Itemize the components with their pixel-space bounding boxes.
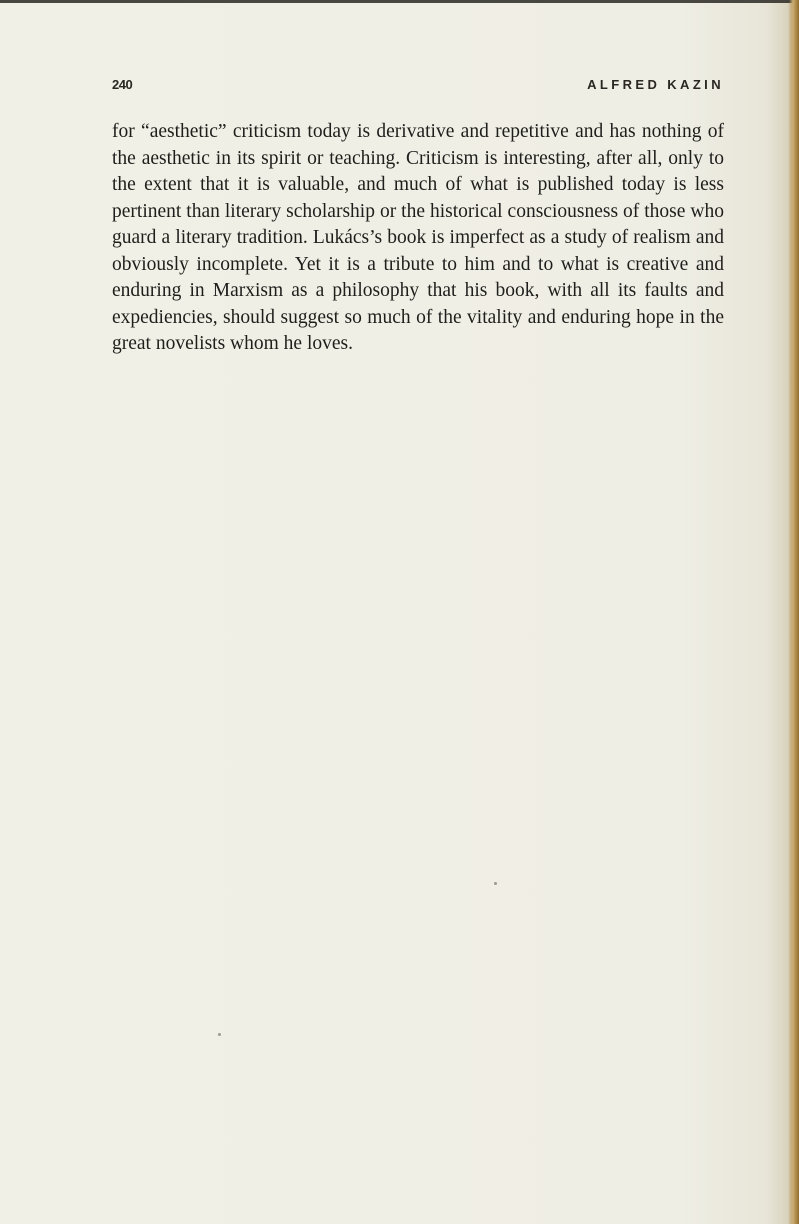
top-edge-shadow (0, 0, 799, 3)
binding-edge (789, 0, 799, 1224)
print-speck (218, 1033, 221, 1036)
body-paragraph: for “aesthetic” criticism today is derivative and repetitive and has nothing of the aesthetic in its spirit or teaching. Criticism is interesting, after all, only to the extent that it is valuable, and much of what is published today is less pertinent than literary scholarship or the historical consciousness of those who guard a literary tradition. Lukács’s book is imperfect as a study of realism and obviously incomplete. Yet it is a tribute to him and to what is creative and enduring in Marxism as a philosophy that his book, with all its faults and expediencies, should suggest so much of the vitality and enduring hope in the great novelists whom he loves. (112, 121, 724, 354)
page-number: 240 (112, 77, 133, 92)
running-title: ALFRED KAZIN (587, 77, 724, 92)
print-speck (494, 882, 497, 885)
running-head (112, 77, 724, 99)
